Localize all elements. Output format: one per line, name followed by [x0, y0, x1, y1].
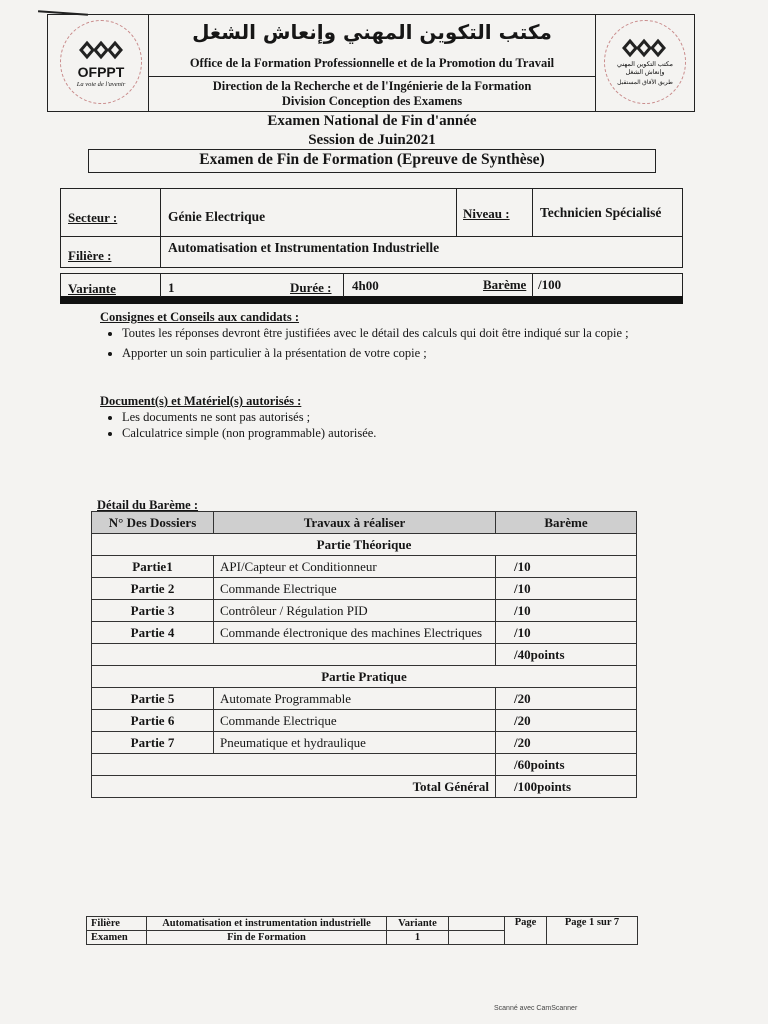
task-cell: Contrôleur / Régulation PID [214, 600, 496, 622]
bareme-table [91, 511, 637, 798]
niveau-value: Technicien Spécialisé [540, 205, 662, 220]
info-box [60, 188, 683, 268]
footer-variante-label: Variante [387, 917, 449, 931]
scanner-note: Scanné avec CamScanner [494, 1005, 578, 1012]
var-divider-2 [343, 273, 344, 297]
var-divider-1 [160, 273, 161, 297]
footer-examen-value: Fin de Formation [147, 931, 387, 945]
part-cell: Partie 2 [92, 578, 214, 600]
info-row-divider [60, 236, 683, 237]
duree-label: Durée : [290, 280, 332, 295]
table-row [92, 732, 637, 754]
division-line: Division Conception des Examens [281, 94, 463, 108]
info-col-divider-3 [532, 188, 533, 236]
secteur-label: Secteur : [68, 210, 118, 225]
table-row [92, 600, 637, 622]
consignes-list [100, 325, 682, 361]
part-cell: Partie1 [92, 556, 214, 578]
office-line: Office de la Formation Professionnelle et de la Promotion du Travail [189, 56, 555, 70]
consigne-item: • Toutes les réponses devront être justifiées avec le détail des calculs qui doit être indiqué sur la copie ; [122, 325, 682, 341]
footer-filiere-label: Filière [87, 917, 147, 931]
table-row [92, 578, 637, 600]
section-row [92, 666, 637, 688]
task-cell: Pneumatique et hydraulique [214, 732, 496, 754]
subtotal-spacer [92, 754, 496, 776]
bareme-label: Barème [483, 277, 527, 292]
score-cell: /20 [496, 688, 637, 710]
niveau-label: Niveau : [463, 206, 510, 221]
header-travaux: Travaux à réaliser [214, 512, 496, 534]
session-title: Session de Juin2021 [308, 132, 436, 148]
score-cell: /20 [496, 732, 637, 754]
filiere-value: Automatisation et Instrumentation Industrielle [168, 240, 440, 255]
section-row [92, 534, 637, 556]
subtotal-spacer [92, 644, 496, 666]
consignes-title: Consignes et Conseils aux candidats : [100, 310, 299, 324]
part-cell: Partie 4 [92, 622, 214, 644]
footer-page-label: Page [505, 917, 547, 945]
task-cell: API/Capteur et Conditionneur [214, 556, 496, 578]
bareme-table-title: Détail du Barème : [97, 498, 199, 512]
score-cell: /20 [496, 710, 637, 732]
footer-variante-value: 1 [387, 931, 449, 945]
table-row [92, 622, 637, 644]
variante-value: 1 [168, 280, 175, 295]
score-cell: /10 [496, 622, 637, 644]
filiere-label: Filière : [68, 248, 112, 263]
var-divider-3 [532, 273, 533, 297]
footer-table [86, 916, 638, 945]
total-value: /100points [496, 776, 637, 798]
task-cell: Automate Programmable [214, 688, 496, 710]
theorique-title: Partie Théorique [92, 534, 637, 556]
document-item: • Calculatrice simple (non programmable) autorisée. [122, 425, 682, 441]
table-header-row [92, 512, 637, 534]
documents-title: Document(s) et Matériel(s) autorisés : [100, 394, 302, 408]
task-cell: Commande Electrique [214, 578, 496, 600]
footer-filiere-value: Automatisation et instrumentation industrielle [147, 917, 387, 931]
right-logo-tagline: طريق الآفاق المستقبل [617, 80, 673, 86]
right-logo-text: مكتب التكوين المهني وإنعاش الشغل [616, 61, 674, 76]
part-cell: Partie 3 [92, 600, 214, 622]
task-cell: Commande électronique des machines Electriques [214, 622, 496, 644]
info-col-divider-2 [456, 188, 457, 236]
left-logo-tagline: La voie de l'avenir [76, 81, 126, 88]
black-band [60, 296, 683, 304]
part-cell: Partie 7 [92, 732, 214, 754]
table-row [92, 710, 637, 732]
epreuve-title: Examen de Fin de Formation (Epreuve de Synthèse) [199, 151, 545, 168]
footer-page-value: Page 1 sur 7 [547, 917, 638, 945]
subtotal-row [92, 754, 637, 776]
documents-list [100, 409, 682, 441]
exam-title: Examen National de Fin d'année [267, 113, 477, 129]
header-bareme: Barème [496, 512, 637, 534]
subtotal-row [92, 644, 637, 666]
left-logo-text: OFPPT [77, 64, 125, 80]
score-cell: /10 [496, 600, 637, 622]
theorique-total: /40points [496, 644, 637, 666]
header-mid-divider [148, 76, 595, 77]
document-item: • Les documents ne sont pas autorisés ; [122, 409, 682, 425]
header-right-divider [595, 14, 596, 112]
part-cell: Partie 6 [92, 710, 214, 732]
duree-value: 4h00 [352, 278, 379, 293]
header-left-divider [148, 14, 149, 112]
total-label: Total Général [92, 776, 496, 798]
header-dossiers: N° Des Dossiers [92, 512, 214, 534]
secteur-value: Génie Electrique [168, 209, 266, 224]
consigne-item: • Apporter un soin particulier à la présentation de votre copie ; [122, 345, 682, 361]
footer-examen-label: Examen [87, 931, 147, 945]
direction-line: Direction de la Recherche et de l'Ingénierie de la Formation [212, 79, 532, 93]
pratique-total: /60points [496, 754, 637, 776]
table-row [92, 556, 637, 578]
score-cell: /10 [496, 578, 637, 600]
part-cell: Partie 5 [92, 688, 214, 710]
ofppt-logo-icon [79, 40, 123, 60]
info-col-divider [160, 188, 161, 268]
total-row [92, 776, 637, 798]
bareme-value: /100 [538, 277, 562, 292]
pratique-title: Partie Pratique [92, 666, 637, 688]
table-row [92, 688, 637, 710]
footer-empty [449, 917, 505, 931]
ofppt-logo-right-icon [622, 38, 666, 58]
footer-empty [449, 931, 505, 945]
left-logo [60, 20, 142, 104]
variante-label: Variante [68, 281, 116, 296]
arabic-title: مكتب التكوين المهني وإنعاش الشغل [192, 20, 552, 44]
score-cell: /10 [496, 556, 637, 578]
task-cell: Commande Electrique [214, 710, 496, 732]
